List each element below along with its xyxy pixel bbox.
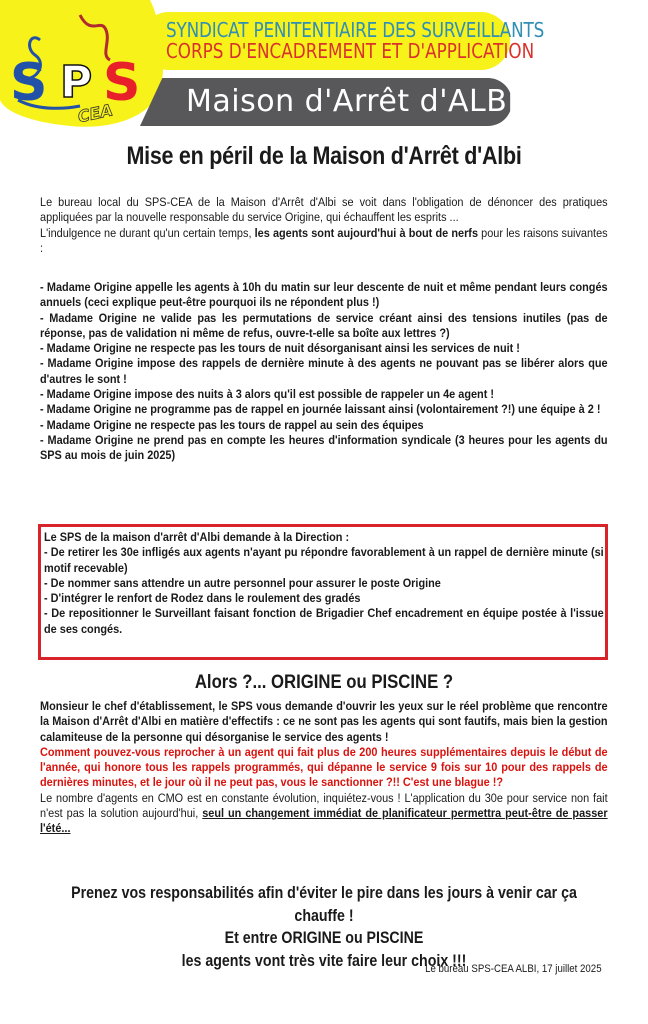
intro-text-end: pour les raisons suivantes :: [40, 225, 608, 255]
grievance-item: - Madame Origine impose des rappels de dernière minute à des agents ne pouvant pas se libérer alors que d'autres le sont !: [40, 356, 608, 386]
logo-letter-p: P: [60, 57, 93, 108]
cmo-paragraph: [40, 791, 608, 837]
intro-text: L'indulgence ne durant qu'un certain temps,: [40, 225, 255, 240]
org-name-line1: SYNDICAT PENITENTIAIRE DES SURVEILLANTS: [166, 18, 545, 42]
grievance-item: - Madame Origine appelle les agents à 10h du matin sur leur descente de nuit et même pendant leurs congés annuels (ceci explique peut-être pourquoi ils ne répondent plus !): [40, 280, 608, 310]
grievance-item: - Madame Origine ne programme pas de rappel en journée laissant ainsi (volontairement ?!) une équipe à 2 !: [40, 402, 601, 417]
demand-item: - D'intégrer le renfort de Rodez dans le roulement des gradés: [44, 591, 361, 606]
demand-item: - De retirer les 30e infligés aux agents n'ayant pu répondre favorablement à un rappel de dernière minute (si motif recevable): [44, 545, 604, 575]
address-paragraph: Monsieur le chef d'établissement, le SPS vous demande d'ouvrir les yeux sur le réel problème que rencontre la Maison d'Arrêt d'Albi en matière d'effectifs : ce ne sont pas les agents qui sont fautifs, mais bien la gestion calamiteuse de la personne qui désorganise le service des agents !: [40, 699, 608, 744]
intro-paragraph-1: Le bureau local du SPS-CEA de la Maison d'Arrêt d'Albi se voit dans l'obligation de dénoncer des pratiques appliquées par la nouvelle responsable du service Origine, qui échauffent les esprits ...: [40, 195, 608, 225]
closing-line: les agents vont très vite faire leur choix !!!: [181, 951, 467, 970]
signature: Le bureau SPS-CEA ALBI, 17 juillet 2025: [425, 963, 602, 975]
grievance-item: - Madame Origine ne respecte pas les tours de rappel au sein des équipes: [40, 417, 424, 432]
letterhead: [0, 0, 648, 135]
grievance-item: - Madame Origine ne respecte pas les tours de nuit désorganisant ainsi les services de nuit !: [40, 341, 520, 356]
grievance-item: - Madame Origine ne prend pas en compte les heures d'information syndicale (3 heures pour les agents du SPS au mois de juin 2025): [40, 432, 608, 463]
logo-cea: CEA: [76, 100, 115, 127]
intro-paragraph-2: [40, 226, 608, 257]
red-question-paragraph: Comment pouvez-vous reprocher à un agent qui fait plus de 200 heures supplémentaires depuis le début de l'année, qui honore tous les rappels programmés, qui dépanne le service 9 fois sur 10 pour des rappels de dernières minutes, et le jour où il ne peut pas, vous le sanctionner ?!! C'est une blague !?: [40, 744, 608, 790]
cmo-emphasis: seul un changement immédiat de planificateur permettra peut-être de passer l'été...: [40, 806, 608, 836]
demands-section: [44, 530, 604, 637]
grievance-list: [40, 280, 608, 464]
site-title: Maison d'Arrêt d'ALBI: [186, 84, 517, 119]
document-title: Mise en péril de la Maison d'Arrêt d'Albi: [126, 142, 522, 170]
section-subtitle: Alors ?... ORIGINE ou PISCINE ?: [194, 672, 454, 693]
demands-intro: Le SPS de la maison d'arrêt d'Albi demande à la Direction :: [44, 530, 350, 544]
intro-emphasis: les agents sont aujourd'hui à bout de nerfs: [254, 225, 479, 240]
demand-item: - De repositionner le Surveillant faisant fonction de Brigadier Chef encadrement en équipe postée à l'issue de ses congés.: [44, 606, 604, 636]
closing-statement: [45, 882, 602, 972]
org-name-line2: CORPS D'ENCADREMENT ET D'APPLICATION: [166, 39, 535, 63]
logo-letter-s2: S: [103, 53, 141, 113]
sps-cea-logo: [0, 0, 168, 128]
intro-section: [40, 195, 608, 256]
closing-line: Prenez vos responsabilités afin d'éviter le pire dans les jours à venir car ça chauffe !: [71, 884, 577, 925]
cmo-text: Le nombre d'agents en CMO est en constante évolution, inquiétez-vous ! L'application du 30e pour service non fait n'est pas la solution aujourd'hui,: [40, 790, 608, 821]
demand-item: - De nommer sans attendre un autre personnel pour assurer le poste Origine: [44, 575, 441, 590]
grievance-item: - Madame Origine impose des nuits à 3 alors qu'il est possible de rappeler un 4e agent !: [40, 387, 495, 402]
logo-letter-s1: S: [10, 53, 48, 113]
closing-line: Et entre ORIGINE ou PISCINE: [224, 929, 424, 947]
grievance-item: - Madame Origine ne valide pas les permutations de service créant ainsi des tensions inutiles (pas de réponse, pas de validation ni même de refus, ouvre-t-elle sa boîte aux lettres ?): [40, 310, 608, 340]
body-section: [40, 699, 608, 837]
